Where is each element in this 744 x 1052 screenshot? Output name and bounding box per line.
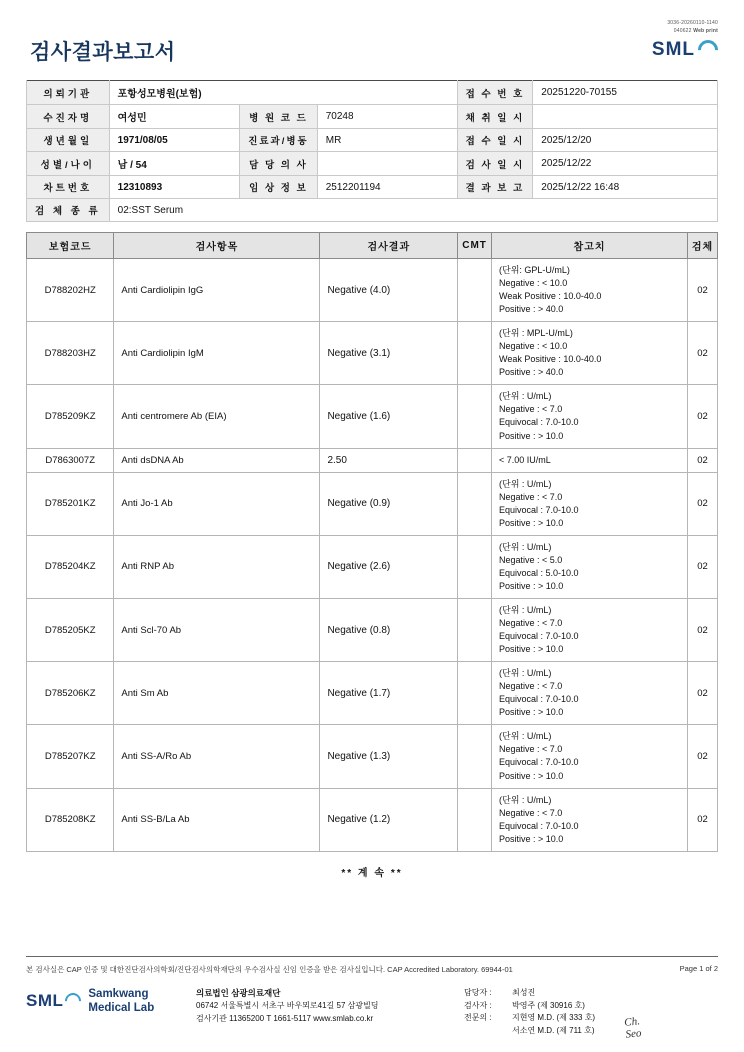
table-row	[27, 322, 718, 385]
reference-line: Negative : < 5.0	[499, 554, 563, 565]
cell-cmt	[458, 662, 492, 725]
info-label: 수진자명	[27, 105, 110, 129]
cell-test-name: Anti Scl-70 Ab	[114, 598, 320, 661]
reference-line: (단위 : U/mL)	[499, 391, 552, 402]
cell-code: D785206KZ	[27, 662, 114, 725]
staff-row	[464, 1000, 595, 1013]
info-label: 진료과/병동	[240, 129, 318, 152]
brand-line-2: Medical Lab	[88, 1002, 155, 1015]
reference-line: (단위 : U/mL)	[499, 604, 552, 615]
info-value: 남 / 54	[109, 152, 240, 176]
cell-cmt	[458, 535, 492, 598]
cell-reference	[492, 598, 688, 661]
signature-line-1: Ch.	[623, 1015, 641, 1029]
patient-info-table	[26, 80, 718, 222]
table-row	[27, 129, 718, 152]
info-value: 2025/12/20	[533, 129, 718, 152]
info-value: 12310893	[109, 176, 240, 199]
report-footer	[26, 956, 718, 1041]
cell-code: D788202HZ	[27, 259, 114, 322]
reference-line: Negative : < 7.0	[499, 681, 563, 692]
info-value: 2025/12/22 16:48	[533, 176, 718, 199]
table-row	[27, 788, 718, 851]
col-header-test: 검사항목	[114, 233, 320, 259]
cell-reference	[492, 472, 688, 535]
reference-line: (단위 : U/mL)	[499, 668, 552, 679]
reference-line: (단위 : U/mL)	[499, 794, 552, 805]
cell-test-name: Anti RNP Ab	[114, 535, 320, 598]
continued-marker: ** 계 속 **	[341, 867, 403, 879]
page-number: Page 1 of 2	[679, 963, 718, 973]
print-meta-line2: 040622 Web print	[673, 27, 718, 34]
info-label: 의뢰기관	[27, 81, 110, 105]
reference-line: Negative : < 7.0	[499, 491, 563, 502]
reference-line: Positive : > 10.0	[499, 770, 564, 781]
cell-result: Negative (1.3)	[320, 725, 458, 788]
organization-name: 의료법인 삼광의료재단	[196, 987, 281, 998]
info-value: 여성민	[109, 105, 240, 129]
cell-specimen: 02	[688, 385, 718, 448]
reference-line: Equivocal : 7.0-10.0	[499, 631, 579, 642]
header-right	[538, 18, 718, 61]
info-value	[317, 152, 457, 176]
cell-code: D785207KZ	[27, 725, 114, 788]
reference-line: Positive : > 10.0	[499, 707, 564, 718]
col-header-cmt: CMT	[458, 233, 492, 259]
info-label: 차트번호	[27, 176, 110, 199]
cell-specimen: 02	[688, 472, 718, 535]
cell-specimen: 02	[688, 259, 718, 322]
swoosh-icon	[62, 990, 85, 1013]
info-value: 2512201194	[317, 176, 457, 199]
reference-line: Negative : < 10.0	[499, 341, 568, 352]
cell-result: Negative (3.1)	[320, 322, 458, 385]
reference-line: Weak Positive : 10.0-40.0	[499, 291, 602, 302]
cell-result: Negative (0.9)	[320, 472, 458, 535]
reference-line: Positive : > 40.0	[499, 367, 564, 378]
info-value	[533, 105, 718, 129]
table-row	[27, 176, 718, 199]
cell-test-name: Anti Cardiolipin IgM	[114, 322, 320, 385]
reference-line: Negative : < 10.0	[499, 278, 568, 289]
col-header-reference: 참고치	[492, 233, 688, 259]
reference-line: (단위: GPL-U/mL)	[499, 265, 570, 275]
specimen-value: 02:SST Serum	[109, 199, 717, 222]
cell-reference	[492, 662, 688, 725]
cell-test-name: Anti Cardiolipin IgG	[114, 259, 320, 322]
info-value: 1971/08/05	[109, 129, 240, 152]
cell-reference	[492, 448, 688, 472]
cell-specimen: 02	[688, 535, 718, 598]
cell-code: D785201KZ	[27, 472, 114, 535]
table-row	[27, 199, 718, 222]
cell-cmt	[458, 448, 492, 472]
address-line: 06742 서울특별시 서초구 바우뫼로41길 57 삼광빌딩	[196, 1001, 379, 1011]
specimen-label: 검 체 종 류	[27, 199, 110, 222]
cell-code: D785204KZ	[27, 535, 114, 598]
footer-staff	[464, 987, 643, 1041]
cell-result: Negative (2.6)	[320, 535, 458, 598]
signature	[624, 1016, 642, 1041]
contact-line: 검사기관 11365200 T 1661-5117 www.smlab.co.kr	[196, 1014, 374, 1024]
reference-line: Weak Positive : 10.0-40.0	[499, 354, 602, 365]
reference-line: Equivocal : 7.0-10.0	[499, 504, 579, 515]
staff-row	[464, 1012, 595, 1025]
cell-reference	[492, 788, 688, 851]
cell-cmt	[458, 472, 492, 535]
col-header-code: 보험코드	[27, 233, 114, 259]
staff-role: 담당자 :	[464, 987, 492, 997]
cell-reference	[492, 725, 688, 788]
footer-main	[26, 987, 718, 1041]
reference-line: < 7.00 IU/mL	[499, 454, 551, 465]
staff-role: 전문의 :	[464, 1013, 492, 1023]
info-value: 2025/12/22	[533, 152, 718, 176]
footer-logo	[26, 987, 196, 1016]
cell-result: 2.50	[320, 448, 458, 472]
swoosh-icon	[694, 36, 722, 64]
cell-code: D785205KZ	[27, 598, 114, 661]
reference-line: Negative : < 7.0	[499, 404, 563, 415]
cell-reference	[492, 535, 688, 598]
footer-address	[196, 987, 446, 1026]
info-label: 접 수 번 호	[457, 81, 533, 105]
print-meta-line1: 3036-20260110-1140	[667, 20, 718, 26]
sml-logo-text: SML	[651, 39, 695, 60]
staff-name: 최성진	[512, 987, 536, 997]
staff-name: 서소연 M.D. (제 711 호)	[512, 1026, 595, 1036]
info-value: MR	[317, 129, 457, 152]
reference-line: Negative : < 7.0	[499, 807, 563, 818]
sml-logo	[538, 39, 718, 61]
table-header-row	[27, 233, 718, 259]
col-header-specimen: 검체	[688, 233, 718, 259]
results-head	[27, 233, 718, 259]
cell-result: Negative (1.6)	[320, 385, 458, 448]
cell-code: D7863007Z	[27, 448, 114, 472]
cell-code: D788203HZ	[27, 322, 114, 385]
info-value: 20251220-70155	[533, 81, 718, 105]
table-row	[27, 472, 718, 535]
table-row	[27, 385, 718, 448]
cell-reference	[492, 385, 688, 448]
cell-specimen: 02	[688, 788, 718, 851]
footer-note	[26, 956, 718, 975]
cell-specimen: 02	[688, 598, 718, 661]
cell-result: Negative (1.7)	[320, 662, 458, 725]
reference-line: Positive : > 10.0	[499, 644, 564, 655]
report-header	[26, 18, 718, 74]
staff-row	[464, 1025, 595, 1038]
info-label: 채 취 일 시	[457, 105, 533, 129]
staff-row	[464, 987, 595, 1000]
cell-cmt	[458, 788, 492, 851]
info-label: 검 사 일 시	[457, 152, 533, 176]
reference-line: Positive : > 10.0	[499, 430, 564, 441]
cell-specimen: 02	[688, 725, 718, 788]
reference-line: Equivocal : 7.0-10.0	[499, 820, 579, 831]
cell-reference	[492, 259, 688, 322]
cell-cmt	[458, 385, 492, 448]
cell-code: D785209KZ	[27, 385, 114, 448]
reference-line: (단위 : MPL-U/mL)	[499, 328, 573, 339]
cell-test-name: Anti dsDNA Ab	[114, 448, 320, 472]
reference-line: (단위 : U/mL)	[499, 478, 552, 489]
footer-brand	[88, 987, 154, 1016]
accreditation-note: 본 검사실은 CAP 인증 및 대한진단검사의학회/진단검사의학재단의 우수검사실 신임 인증을 받은 검사실입니다. CAP Accredited Laboratory. 69944-01	[26, 964, 513, 974]
info-label: 생년월일	[27, 129, 110, 152]
cell-cmt	[458, 259, 492, 322]
cell-code: D785208KZ	[27, 788, 114, 851]
table-row	[27, 81, 718, 105]
reference-line: (단위 : U/mL)	[499, 541, 552, 552]
reference-line: Equivocal : 7.0-10.0	[499, 757, 579, 768]
reference-line: Equivocal : 5.0-10.0	[499, 567, 579, 578]
info-value: 70248	[317, 105, 457, 129]
cell-result: Negative (1.2)	[320, 788, 458, 851]
cell-specimen: 02	[688, 448, 718, 472]
info-label: 담 당 의 사	[240, 152, 318, 176]
cell-specimen: 02	[688, 322, 718, 385]
info-value: 포항성모병원(보험)	[109, 81, 457, 105]
cell-test-name: Anti Jo-1 Ab	[114, 472, 320, 535]
info-label: 결 과 보 고	[457, 176, 533, 199]
staff-role: 검사자 :	[464, 1000, 492, 1010]
reference-line: Negative : < 7.0	[499, 618, 563, 629]
cell-test-name: Anti SS-B/La Ab	[114, 788, 320, 851]
cell-reference	[492, 322, 688, 385]
print-meta	[538, 20, 718, 35]
staff-name: 지현영 M.D. (제 333 호)	[512, 1013, 596, 1023]
table-row	[27, 535, 718, 598]
table-row	[27, 662, 718, 725]
footer-logo-text: SML	[26, 991, 64, 1011]
cell-cmt	[458, 725, 492, 788]
cell-test-name: Anti Sm Ab	[114, 662, 320, 725]
cell-test-name: Anti SS-A/Ro Ab	[114, 725, 320, 788]
info-label: 접 수 일 시	[457, 129, 533, 152]
reference-line: Positive : > 10.0	[499, 517, 564, 528]
staff-name: 박영주 (제 30916 호)	[512, 1000, 585, 1010]
cell-result: Negative (0.8)	[320, 598, 458, 661]
col-header-result: 검사결과	[320, 233, 458, 259]
reference-line: Equivocal : 7.0-10.0	[499, 417, 579, 428]
page-title: 검사결과보고서	[30, 41, 176, 64]
reference-line: Positive : > 40.0	[499, 304, 564, 315]
table-row	[27, 105, 718, 129]
table-row	[27, 725, 718, 788]
table-row	[27, 598, 718, 661]
cell-result: Negative (4.0)	[320, 259, 458, 322]
table-row	[27, 152, 718, 176]
info-label: 병 원 코 드	[240, 105, 318, 129]
results-table	[26, 232, 718, 852]
cell-specimen: 02	[688, 662, 718, 725]
signature-line-2: Seo	[625, 1026, 643, 1041]
cell-cmt	[458, 322, 492, 385]
info-label: 성별/나이	[27, 152, 110, 176]
table-row	[27, 259, 718, 322]
cell-test-name: Anti centromere Ab (EIA)	[114, 385, 320, 448]
reference-line: (단위 : U/mL)	[499, 731, 552, 742]
reference-line: Negative : < 7.0	[499, 744, 563, 755]
reference-line: Equivocal : 7.0-10.0	[499, 694, 579, 705]
reference-line: Positive : > 10.0	[499, 580, 564, 591]
info-label: 임 상 정 보	[240, 176, 318, 199]
reference-line: Positive : > 10.0	[499, 833, 564, 844]
cell-cmt	[458, 598, 492, 661]
table-row	[27, 448, 718, 472]
results-body	[27, 259, 718, 852]
brand-line-1: Samkwang	[88, 987, 149, 1000]
